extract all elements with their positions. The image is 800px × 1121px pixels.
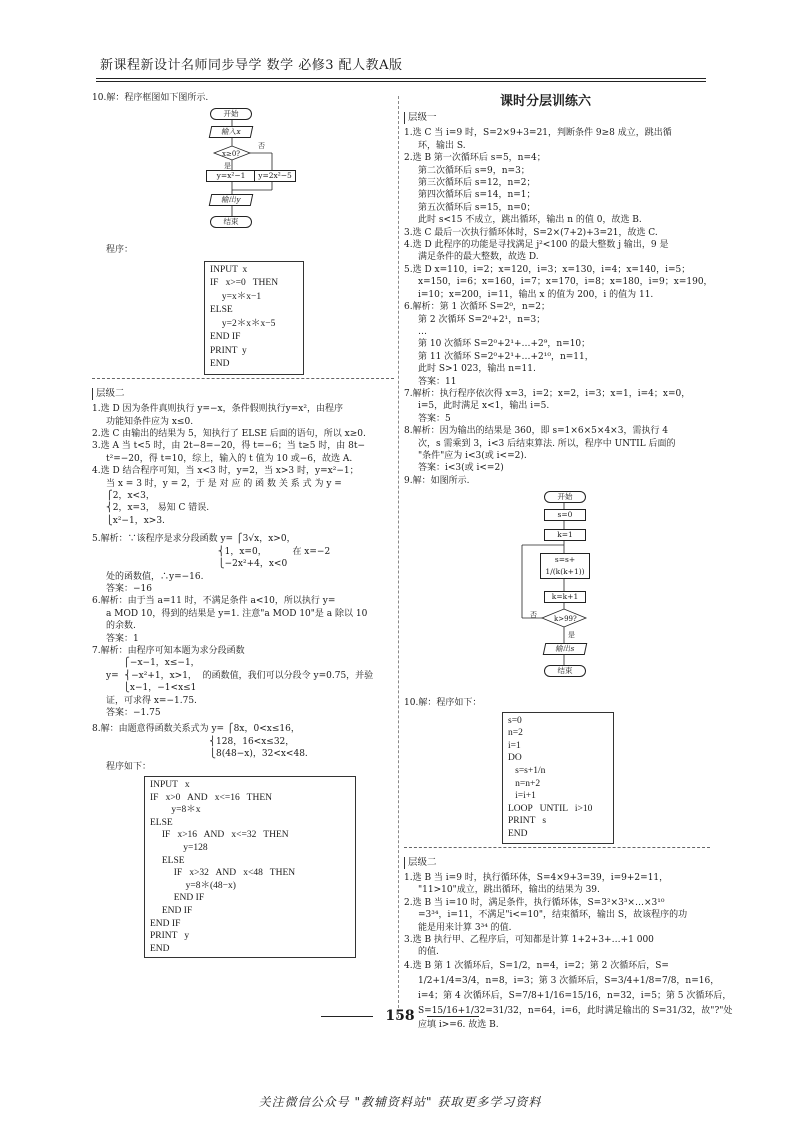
ans-r8d: 答案：i<3(或 i<=2) <box>418 463 504 474</box>
level-2-heading: 层级二 <box>92 388 125 400</box>
ans-s4c: i=4；第 4 次循环后，S=7/8+1/16=15/16，n=32，i=5；第 5 次循环后， <box>418 990 732 1001</box>
ans-s2c: 能是用来计算 3³⁴ 的值. <box>418 922 512 933</box>
ans-l6b: a MOD 10，得到的结果是 y=1. 注意"a MOD 10"是 a 除以 10 <box>106 608 368 619</box>
fc1-yes: 是 <box>224 162 231 171</box>
ans-r8c: "条件"应为 i<3(或 i<=2). <box>418 450 527 461</box>
ans-l4e: ⎩x²−1，x>3. <box>106 515 165 526</box>
fc2-s-init: s=0 <box>544 509 586 521</box>
ans-r1a: 1.选 C 当 i=9 时，S=2×9+3=21，判断条件 9≥8 成立，跳出循 <box>404 128 672 139</box>
ans-l8c: ⎩8(48−x)，32<x<48. <box>92 749 308 760</box>
ans-r4b: 满足条件的最大整数，故选 D. <box>418 252 539 263</box>
ans-l7c: y= ⎨−x²+1，x>1， 的函数值，我们可以分段令 y=0.75，并验 <box>106 670 374 681</box>
ans-r8b: 次，s 需乘到 3，i<3 后结束算法. 所以，程序中 UNTIL 后面的 <box>418 438 676 449</box>
fc1-input: 输入x <box>209 126 254 138</box>
page-number: 158 <box>385 1008 415 1024</box>
fc2-k-init: k=1 <box>544 529 586 541</box>
ans-l5c: ⎩−2x²+4，x<0 <box>92 559 288 570</box>
flowchart-2 <box>404 487 710 697</box>
fc1-no: 否 <box>258 142 265 151</box>
ans-s3b: 的值. <box>418 947 439 958</box>
ans-l6d: 答案：1 <box>106 633 139 644</box>
ans-r6b: 第 2 次循环 S=2⁰+2¹，n=3； <box>418 314 546 325</box>
ans-s1a: 1.选 B 当 i=9 时，执行循环体，S=4×9+3=39，i=9+2=11， <box>404 872 669 883</box>
ans-s2a: 2.选 B 当 i=10 时，满足条件，执行循环体，S=3²×3³×…×3¹⁰ <box>404 897 665 908</box>
level-2-heading-right: 层级二 <box>404 857 437 869</box>
ans-r6c: … <box>418 326 427 337</box>
right-column <box>404 112 733 1031</box>
ans-l4c: ⎧2，x<3， <box>106 491 155 502</box>
ans-l7a: 7.解析：由程序可知本题为求分段函数 <box>92 645 245 656</box>
left-answers <box>92 403 394 773</box>
program-3: s=0 n=2 i=1 DO s=s+1/n n=n+2 i=i+1 LOOP UNTIL i>10 PRINT s END <box>502 712 614 844</box>
fc1-output: 输出y <box>209 194 254 206</box>
ans-l1a: 1.选 D 因为条件真则执行 y=−x，条件假则执行y=x²，由程序 <box>92 404 343 415</box>
ans-r6e: 第 11 次循环 S=2⁰+2¹+…+2¹⁰，n=11， <box>418 351 594 362</box>
ans-l5a: 5.解析：∵该程序是求分段函数 y= ⎧3√x，x>0， <box>92 534 296 545</box>
ans-l4b: 当 x = 3 时，y = 2，于 是 对 应 的 函 数 关 系 式 为 y = <box>106 478 342 489</box>
ans-r1b: 环，输出 S. <box>418 140 466 151</box>
ans-s4b: 1/2+1/4=3/4，n=8，i=3；第 3 次循环后，S=3/4+1/8=7/8，n=16， <box>418 975 720 986</box>
ans-s4d: S=15/16+1/32=31/32，n=64，i=6，此时满足输出的 S=31/32，故"?"处 <box>418 1005 733 1016</box>
ans-l3a: 3.选 A 当 t<5 时，由 2t−8=−20，得 t=−6；当 t≥5 时，由 8t− <box>92 441 366 452</box>
ans-r8a: 8.解析：因为输出的结果是 360，即 s=1×6×5×4×3，需执行 4 <box>404 426 669 437</box>
fc1-branch-b: y=2x²−5 <box>254 170 296 182</box>
fc1-branch-a: y=x²−1 <box>206 170 256 182</box>
ans-r2a: 2.选 B 第一次循环后 s=5，n=4； <box>404 153 546 164</box>
ans-r4a: 4.选 D 此程序的功能是寻找满足 j²<100 的最大整数 j 输出，9 是 <box>404 240 669 251</box>
ans-r2c: 第三次循环后 s=12，n=2； <box>418 178 536 189</box>
left-column <box>92 92 394 958</box>
ans-l8d: 程序如下： <box>106 761 152 772</box>
fc2-output: 输出s <box>543 643 588 655</box>
fc2-body: s=s+ 1/(k(k+1)) <box>540 553 590 579</box>
ans-r2f: 此时 s<15 不成立，跳出循环，输出 n 的值 0，故选 B. <box>418 215 642 226</box>
program-2: INPUT x IF x>0 AND x<=16 THEN y=8＊x ELSE IF x>16 AND x<=32 THEN y=128 ELSE IF x>32 AND x<48 THEN y=8＊(48−x) END IF END IF END IF PRINT y END <box>144 776 356 958</box>
ans-l7f: 答案：−1.75 <box>106 707 161 718</box>
ans-l3b: t²=−20，得 t=10，综上，输入的 t 值为 10 或−6，故选 A. <box>106 453 353 464</box>
fc1-cond: x≥0? <box>222 150 241 159</box>
ans-s4a: 4.选 B 第 1 次循环后，S=1/2，n=4，i=2；第 2 次循环后，S= <box>404 960 669 971</box>
fc1-end: 结束 <box>210 216 252 228</box>
ans-r7a: 7.解析：执行程序依次得 x=3，i=2；x=2，i=3；x=1，i=4；x=0， <box>404 388 691 399</box>
ans-l1b: 功能知条件应为 x≤0. <box>106 416 194 427</box>
column-divider <box>398 96 399 1018</box>
ans-l4d: ⎨2，x=3， 易知 C 错误. <box>106 503 210 514</box>
fc2-cond: k>99? <box>554 615 577 624</box>
divider-right <box>404 847 710 848</box>
ans-l8b: ⎨128，16<x≤32， <box>92 736 295 747</box>
ans-r6g: 答案：11 <box>418 376 457 387</box>
ans-r6f: 此时 S>1 023，输出 n=11. <box>418 364 536 375</box>
ans-l7e: 证，可求得 x=−1.75. <box>106 695 197 706</box>
ans-l7b: ⎧−x−1，x≤−1， <box>106 658 200 669</box>
ans-r5a: 5.选 D x=110，i=2；x=120，i=3；x=130，i=4；x=140，i=5； <box>404 264 691 275</box>
fc2-yes: 是 <box>568 631 575 640</box>
ans-l6c: 的余数. <box>106 621 136 632</box>
ans-l7d: ⎩x−1，−1<x≤1 <box>106 683 197 694</box>
level-1-heading: 层级一 <box>404 112 437 124</box>
ans-r9: 9.解：如图所示. <box>404 475 470 486</box>
ans-r7b: i=5，此时满足 x<1，输出 i=5. <box>418 401 550 412</box>
footer-note: 关注微信公众号 "教辅资料站" 获取更多学习资料 <box>258 1095 542 1109</box>
ans-l8a: 8.解：由题意得函数关系式为 y= ⎧8x，0<x≤16， <box>92 724 300 735</box>
ans-l6a: 6.解析：由于当 a=11 时，不满足条件 a<10，所以执行 y= <box>92 596 336 607</box>
ans-r6a: 6.解析：第 1 次循环 S=2⁰，n=2； <box>404 302 551 313</box>
prog-label: 程序： <box>106 245 134 256</box>
ans-l2: 2.选 C 由输出的结果为 5，知执行了 ELSE 后面的语句，所以 x≥0. <box>92 429 366 440</box>
page-number-rule-right <box>427 1016 479 1017</box>
flowchart-1 <box>92 104 394 242</box>
header-rule <box>96 78 706 79</box>
ans-l5b: ⎨1，x=0， 在 x=−2 <box>92 546 331 557</box>
ans-r7c: 答案：5 <box>418 413 451 424</box>
page-number-row <box>0 1010 800 1022</box>
fc2-end: 结束 <box>544 665 586 677</box>
ans-s2b: =3³⁴，i=11，不满足"i<=10"，结束循环，输出 S，故该程序的功 <box>418 910 688 921</box>
flowchart-2-arrows <box>404 487 644 697</box>
fc2-start: 开始 <box>544 491 586 503</box>
program-1: INPUT x IF x>=0 THEN y=x＊x−1 ELSE y=2＊x＊x−5 END IF PRINT y END <box>204 261 304 375</box>
ans-l5e: 答案：−16 <box>106 583 152 594</box>
ans-s4e: 应填 i>=6. 故选 B. <box>418 1019 499 1030</box>
ans-l4a: 4.选 D 结合程序可知，当 x<3 时，y=2，当 x>3 时，y=x²−1； <box>92 466 359 477</box>
running-header: 新课程新设计名师同步导学 数学 必修3 配人教A版 <box>100 58 403 73</box>
q10-intro: 10.解：程序框图如下图所示. <box>92 93 209 103</box>
ans-r3: 3.选 C 最后一次执行循环体时，S=2×(7+2)+3=21，故选 C. <box>404 227 658 238</box>
ans-r2b: 第二次循环后 s=9，n=3； <box>418 165 530 176</box>
page-number-rule-left <box>321 1016 373 1017</box>
fc1-start: 开始 <box>210 108 252 120</box>
fc2-inc: k=k+1 <box>544 591 586 603</box>
ans-s1b: "11>10"成立，跳出循环，输出的结果为 39. <box>418 885 600 896</box>
header-rule-thin <box>96 81 706 82</box>
fc2-no: 否 <box>530 611 537 620</box>
ans-l5d: 处的函数值，∴y=−16. <box>106 571 204 582</box>
ans-s3a: 3.选 B 执行甲、乙程序后，可知都是计算 1+2+3+…+1 000 <box>404 934 654 945</box>
ans-r5b: x=150，i=6；x=160，i=7；x=170，i=8；x=180，i=9；x=190， <box>418 277 713 288</box>
ans-r5c: i=10；x=200，i=11，输出 x 的值为 200，i 的值为 11. <box>418 289 654 300</box>
section-title: 课时分层训练六 <box>500 94 592 109</box>
ans-r10: 10.解：程序如下： <box>404 698 482 709</box>
ans-r6d: 第 10 次循环 S=2⁰+2¹+…+2⁹，n=10； <box>418 339 591 350</box>
ans-r2d: 第四次循环后 s=14，n=1； <box>418 190 536 201</box>
divider <box>92 378 394 379</box>
ans-r2e: 第五次循环后 s=15，n=0； <box>418 202 536 213</box>
